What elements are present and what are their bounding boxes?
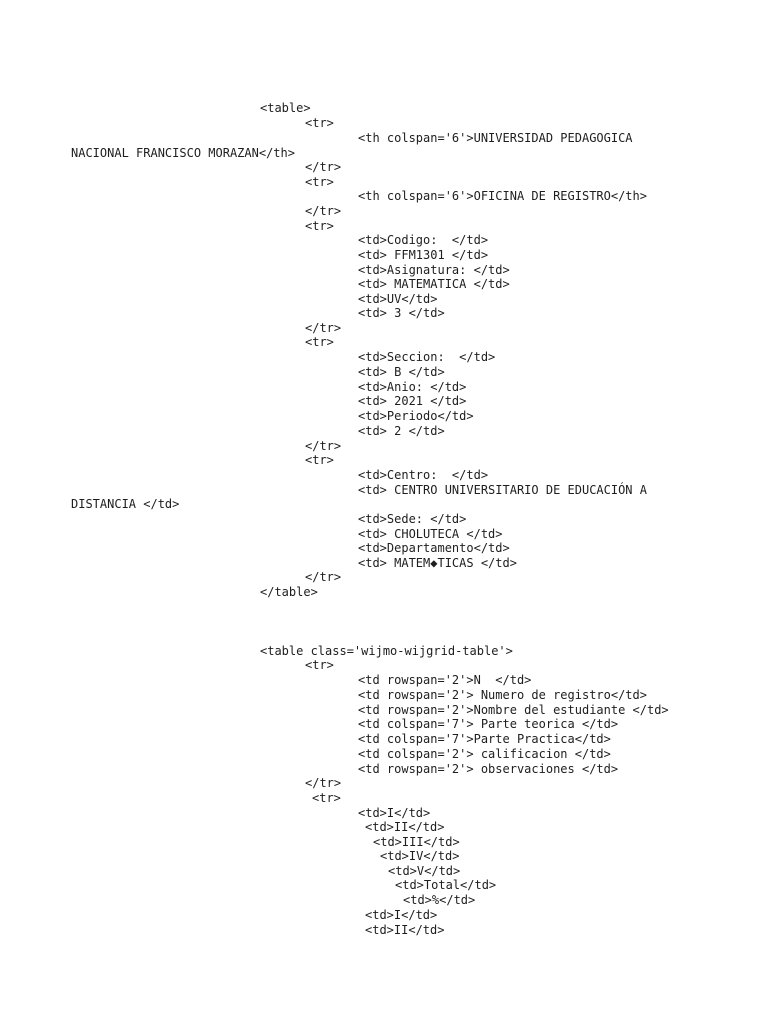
code-line: <td>IV</td> — [380, 849, 460, 863]
code-line: <td>Periodo</td> — [358, 409, 474, 423]
code-line: <td>III</td> — [373, 835, 460, 849]
code-line: <td> B </td> — [358, 365, 445, 379]
code-line: <td>V</td> — [388, 864, 461, 878]
code-line: <th colspan='6'>UNIVERSIDAD PEDAGOGICA — [358, 131, 633, 145]
code-line: </table> — [260, 585, 318, 599]
code-line: <tr> — [305, 175, 334, 189]
code-line: NACIONAL FRANCISCO MORAZAN</th> — [71, 146, 295, 160]
code-line: <td>Total</td> — [395, 878, 497, 892]
code-line: <td>II</td> — [365, 820, 445, 834]
code-line: <td> MATEMATICA </td> — [358, 277, 510, 291]
code-line: </tr> — [305, 570, 342, 584]
code-line: <td colspan='2'> calificacion </td> — [358, 747, 611, 761]
code-line: <td>II</td> — [365, 923, 445, 937]
code-line: <tr> — [305, 335, 334, 349]
code-line: <table> — [260, 101, 311, 115]
code-line: <td> CENTRO UNIVERSITARIO DE EDUCACIÓN A — [358, 483, 647, 497]
code-line: <tr> — [312, 791, 341, 805]
code-line: </tr> — [305, 776, 342, 790]
code-line: <tr> — [305, 453, 334, 467]
code-line: <td> FFM1301 </td> — [358, 248, 489, 262]
code-line: <td rowspan='2'> observaciones </td> — [358, 762, 619, 776]
code-line: <td>Codigo: </td> — [358, 233, 489, 247]
code-line: </tr> — [305, 321, 342, 335]
code-line: <tr> — [305, 116, 334, 130]
code-line: <td rowspan='2'>Nombre del estudiante </td> — [358, 703, 669, 717]
code-line: <td> 3 </td> — [358, 306, 445, 320]
code-line: <td>Departamento</td> — [358, 541, 510, 555]
code-line: <td> 2 </td> — [358, 424, 445, 438]
code-line: <td colspan='7'>Parte Practica</td> — [358, 732, 611, 746]
code-line: </tr> — [305, 439, 342, 453]
code-line: <th colspan='6'>OFICINA DE REGISTRO</th> — [358, 189, 647, 203]
code-line: <tr> — [305, 219, 334, 233]
code-line: <td> MATEM◆TICAS </td> — [358, 556, 517, 570]
code-line: <td>I</td> — [365, 908, 438, 922]
code-line: <td> CHOLUTECA </td> — [358, 527, 503, 541]
code-line: <td>%</td> — [403, 893, 476, 907]
code-line: <td>Asignatura: </td> — [358, 263, 510, 277]
code-line: <table class='wijmo-wijgrid-table'> — [260, 644, 513, 658]
code-line: <td>Sede: </td> — [358, 512, 467, 526]
code-line: <td rowspan='2'> Numero de registro</td> — [358, 688, 647, 702]
code-line: <td>Centro: </td> — [358, 468, 489, 482]
code-line: <td>Seccion: </td> — [358, 350, 496, 364]
code-line: <td rowspan='2'>N </td> — [358, 673, 532, 687]
code-line: <td colspan='7'> Parte teorica </td> — [358, 717, 619, 731]
code-line: <td>UV</td> — [358, 292, 438, 306]
code-line: </tr> — [305, 204, 342, 218]
code-line: <tr> — [305, 658, 334, 672]
code-line: DISTANCIA </td> — [71, 497, 180, 511]
code-line: <td> 2021 </td> — [358, 394, 467, 408]
code-line: <td>I</td> — [358, 806, 431, 820]
code-line: <td>Anio: </td> — [358, 380, 467, 394]
code-line: </tr> — [305, 160, 342, 174]
